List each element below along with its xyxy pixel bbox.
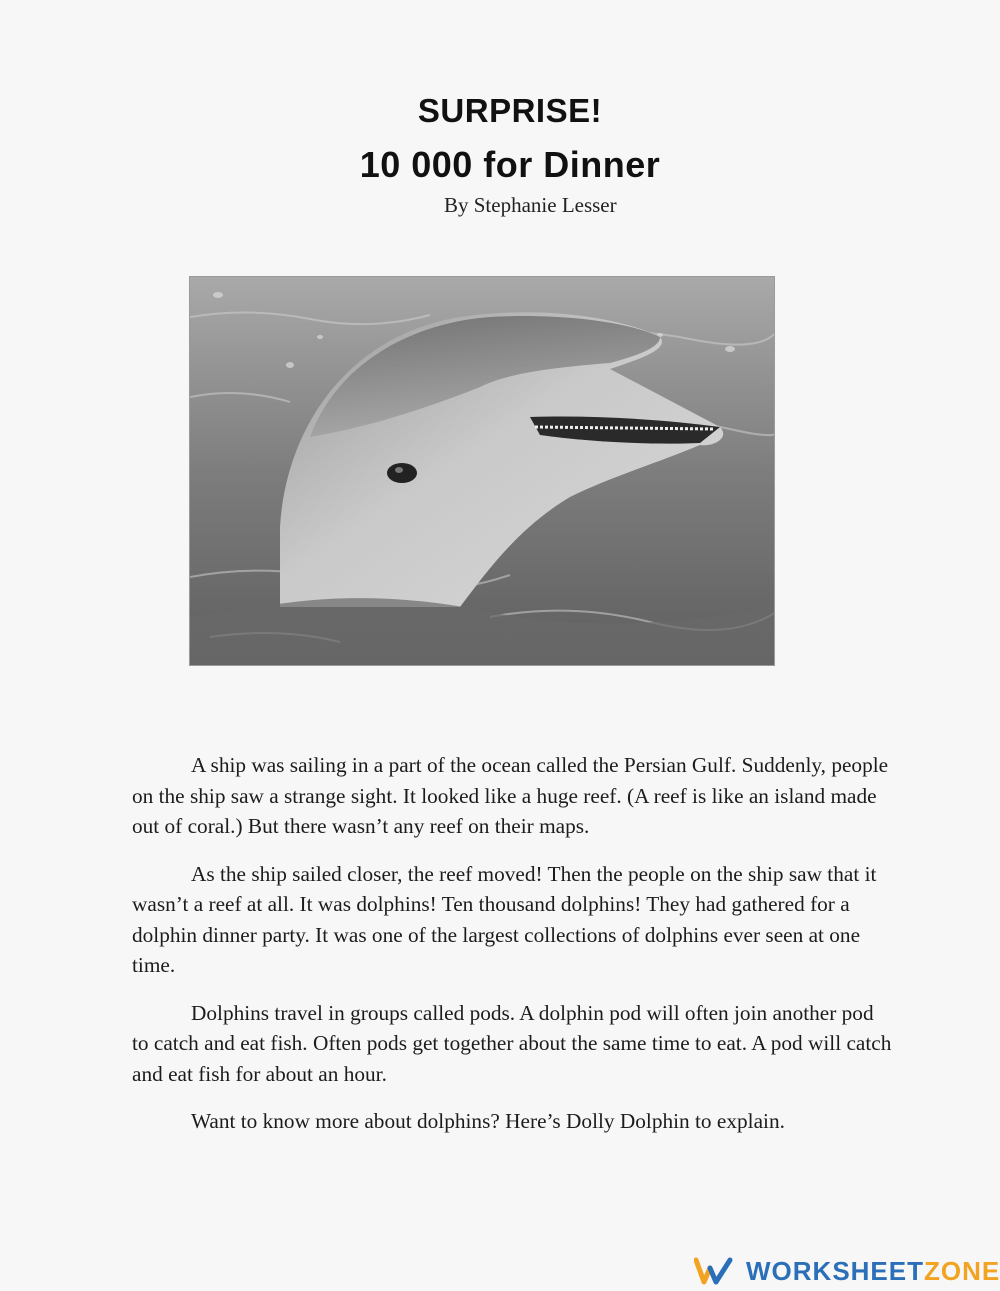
dolphin-photo [189,276,775,666]
article-body [132,750,892,1154]
logo-wordmark [746,1256,1000,1287]
paragraph-1: A ship was sailing in a part of the ocean called the Persian Gulf. Suddenly, people on the ship saw a strange sight. It looked like a huge reef. (A reef is like an island made out of coral.) But there wasn’t any reef on their maps. [132,753,889,838]
byline: By Stephanie Lesser [444,193,617,217]
logo-text-zone: ZONE [924,1255,1000,1286]
w-logo-icon [694,1256,734,1286]
logo-text-worksheet: WORKSHEET [746,1255,924,1286]
title-line-2: 10 000 for Dinner [359,144,661,185]
paragraph-2: As the ship sailed closer, the reef moved! Then the people on the ship saw that it wasn’t a reef at all. It was dolphins! Ten thousand dolphins! They had gathered for a dolphin dinner party. It was one of the largest collections of dolphins ever seen at one time. [132,861,877,977]
worksheetzone-logo [694,1255,1000,1287]
paragraph-3: Dolphins travel in groups called pods. A dolphin pod will often join another pod to catch and eat fish. Often pods get together about the same time to eat. A pod will catch and eat fish for about an hour. [132,1000,892,1086]
title-line-1: SURPRISE! [417,92,603,129]
paragraph-4: Want to know more about dolphins? Here’s Dolly Dolphin to explain. [191,1109,785,1133]
